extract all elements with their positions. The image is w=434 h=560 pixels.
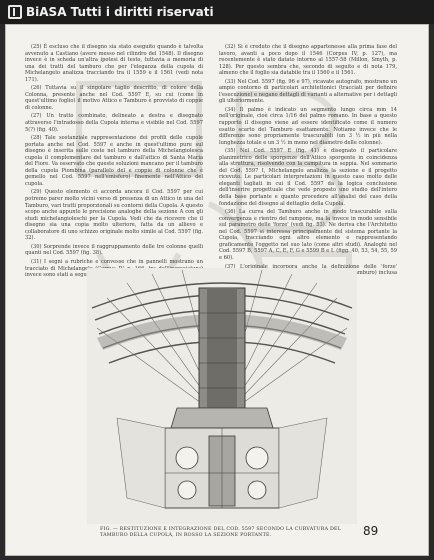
banner-text: BiASA Tutti i diritti riservati (26, 5, 214, 19)
note-paragraph: (30) Sorprende invece il raggruppamento delle tre colonne quelli quanti nel Cod. 5597 (fig. 38). (25, 243, 203, 257)
note-paragraph: (36) La curva del Tamburo anche in modo trascurabile sulla convergenza e rientro del rampone, ma la invece in modo sensibile sul parametro delle 'forze' (vedi fig. 53). Ne deriva che l'Architetto nel Cod. 5597 si interessa principalmente del sistema portante la Cupola, tracciando ogni altro elemento e rappresentando graficamente l'oggetto nel suo lato (come altri studi). Analoghi nel Cod. 5597 B, 5597 A, C, E, F, G e 5599 B e I. (figg. 40, 53, 54, 55, 59 e 60). (219, 209, 397, 261)
document-page (5, 24, 429, 556)
note-paragraph: (32) Si è creduto che il disegno appartenesse alla prima fase del lavoro, avanti a poco dopo il 1546 (Corpus IV, p. 127), ma recentemente è stato datato intorno al 1557-58 (Millon, Smyth, p. 128). Per questo sembra che, secondo di seguito e di nota 179, almeno che il foglio sia databile tra il 1560 e il 1561. (219, 44, 397, 77)
note-paragraph: (28) Tale sostanziale rappresentazione dei profili delle cupole portata anche nel Cod. 5597 e anche in quest'ultimo pure sul disegno è inserita sulle coste nel tamburo della Michelangiolesca cupola il complementare del tamburo e dall'attico di Santa Maria del Fiore. Va osservato che queste soluzioni mancano per il tamburo della cupola Piombina (parallelo del e coppie di colonne che è gemello nel Cod. 5597 nell'emisfero) finemente nell'Attico del cupola. (25, 135, 203, 187)
biasa-logo-icon (8, 5, 22, 19)
note-paragraph: (37) L'originale incorpora anche la definizione delle 'forze' (elemento fondamentale per il completamento del Tamburo) inclusa che il rilievo dello scarto del Cod. 5597 inventati. (219, 263, 397, 283)
left-text-column (25, 44, 203, 281)
note-paragraph: (35) Nel Cod. 5597 E (fig. 41) è disegnato il particolare planimetrico delle sporgenze dell'Attico sporgente in coincidenza alla struttura, risolvendo con la campitura in seppia. Nel sommario del Cod. 5597 I, Michelangelo analizza la sezione e il progetto ricevuto. Le particolari interpretazioni in questo caso molto delle eleganti tagliati in cui il Cod. 5597 da la logica conclusione dell'inserire progettuale che vede proposto uno studio dell'intero della base portante e quanto procedere all'analisi del caso della fondazione del disegno al dettaglio della Cupola. (219, 148, 397, 207)
note-paragraph: (27) Un tratto combinato, delineato a destra e disegnato attraverso l'intradosso della Cupola interna e visibile nel Cod. 5597 5(?) (fig. 40). (25, 113, 203, 133)
watermark-banner (0, 0, 434, 24)
figure-caption: FIG. — RESTITUZIONE E INTEGRAZIONE DEL COD. 5597 SECONDO LA CURVATURA DEL TAMBURO DELLA CUPOLA, IN ROSSO LA SEZIONE PORTANTE. (100, 527, 342, 538)
architectural-drawing (87, 268, 357, 524)
note-paragraph: (26) Tuttavia su il singolare taglio descritto, di colore della Colonna, presente anche nel Cod. 5597 E, su cui (come in quest'ultimo foglio) il motivo Attico e Tamburo è provvisto di coppie di colonne. (25, 85, 203, 111)
note-paragraph: (29) Questo elemento ci accorda ancora il Cod. 5597 per cui potremo parer molto vicini verso di presenza di un Attico in una del Tamburo, vari tratti proporzionali su contorni della Cupola. A questo scopo anche appunto le precisione analoghe della sezione A con gli studi michelangioleschi per la Cupola. Vedi che da ricevere che il disegno sia una copia molto ulteriore, fatta da un allievo e collaboratore di uno schizzo originale molto simile al Cod. 5597 (fig. 32). (25, 189, 203, 242)
note-paragraph: (33) Nel Cod. 5597 (fig. 96 e 97), ricavate autografo, mostrano un ampio contorno di particolari architettonici (tracciati per definire l'esecuzione) e negano dettagli di varianti a alternative per i dettagli gli ulteriormente. (219, 78, 397, 105)
page-number: 89 (363, 524, 379, 538)
note-paragraph: (34) Il palmo è indicato un segmento lungo circa mm 14 nell'originale, cioè circa 1/16 del palmo romano. In base a questo rapporto il disegno viene ad essere identificato come il numero esatto scarto del Tamburo esattamente. Notiamo invece che le differenze sono propriamente trascurabili (un 3 ½ in più nella lunghezza totale e un 3 ½ in meno nel diametro delle colonne). (219, 106, 397, 146)
right-text-column (219, 44, 397, 285)
note-paragraph: (31) I segni a rubriche e convesse che in pannelli mostrano un tracciato di Michelangelo (Corpus IV, p. 166, tra dell'incrociatura) invece sono stati a seguire considerati gli ripetuti (Inserito?, p. 172). (25, 258, 203, 279)
note-paragraph: (25) È escluso che il disegno sia stato eseguito quando è talvolta avvenuto a Castiano (avere messo nel cilindro del 1548). Il disegno invece è in scheda un'altra ipotesi di testo, tuttavia a memoria di una dei tratti del tamburo che per l'eleganza della cupola di Michelangelo analizza tracciando tra il 1559 e il 1561 (vedi nota 171). (25, 44, 203, 83)
